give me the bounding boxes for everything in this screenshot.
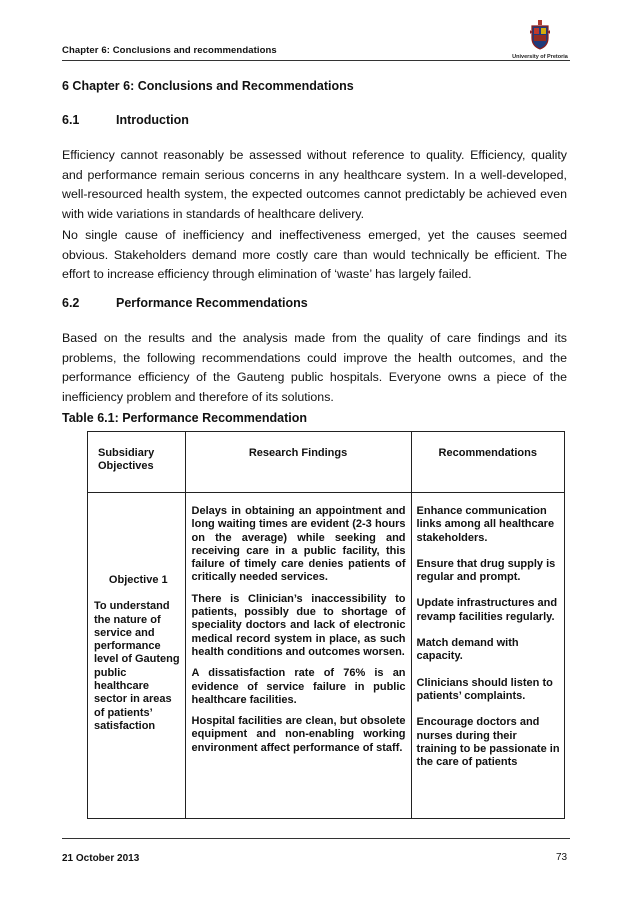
finding-item: There is Clinician’s inaccessibility to patients, possibly due to shortage of speciality doctors and lack of electronic medical record system in place, as such health conditions and outcomes worsen. <box>191 592 406 658</box>
university-logo <box>508 20 572 64</box>
table-header-row <box>88 432 565 493</box>
findings-cell <box>185 493 411 819</box>
finding-item: A dissatisfaction rate of 76% is an evidence of service failure in public healthcare facilities. <box>191 667 406 706</box>
recommendation-table <box>87 431 565 819</box>
logo-text: University of Pretoria <box>512 54 568 60</box>
finding-item: Delays in obtaining an appointment and long waiting times are evident (2-3 hours on the average) while seeking and receiving care in a public facility, this failure of timely care denies patients of critically needed services. <box>191 505 406 584</box>
section-heading-6-2 <box>62 296 308 310</box>
coat-of-arms-icon <box>529 20 551 50</box>
section-heading-6-1 <box>62 113 189 127</box>
performance-paragraph: Based on the results and the analysis made from the quality of care findings and its problems, the following recommendations could improve the health outcomes, and the performance efficiency of the Gauteng public hospitals. Everyone owns a piece of the inefficiency problem and therefore of its solutions. <box>62 331 567 404</box>
recommendations-cell <box>411 493 564 819</box>
recommendation-item: Enhance communication links among all healthcare stakeholders. <box>416 505 555 544</box>
recommendation-item: Update infrastructures and revamp facilities regularly. <box>416 597 558 623</box>
section-title: Introduction <box>116 113 189 127</box>
recommendation-item: Encourage doctors and nurses during their training to be passionate in the care of patients <box>416 716 560 769</box>
finding-item: Hospital facilities are clean, but obsolete equipment and non-enabling working environment affect performance of staff. <box>191 715 406 754</box>
section-title: Performance Recommendations <box>116 296 308 310</box>
recommendation-item: Match demand with capacity. <box>416 637 519 663</box>
intro-paragraph-1: Efficiency cannot reasonably be assessed without reference to quality. Efficiency, quality and performance remain serious concerns in any healthcare system. In a well-developed, well-resourced health system, the expected outcomes cannot predictably be achieved even with wide variations in standards of healthcare delivery. <box>62 148 567 221</box>
chapter-heading: 6 Chapter 6: Conclusions and Recommendations <box>62 79 354 93</box>
page-number: 73 <box>556 852 568 863</box>
table-row <box>88 493 565 819</box>
header-rule <box>62 60 570 61</box>
recommendation-item: Clinicians should listen to patients’ complaints. <box>416 676 553 702</box>
header-chapter-title: Chapter 6: Conclusions and recommendations <box>62 45 277 56</box>
footer-rule <box>62 838 570 839</box>
intro-paragraph-2: No single cause of inefficiency and ineffectiveness emerged, yet the causes seemed obvious. Stakeholders demand more costly care than would technically be efficient. The effort to increase efficiency through elimination of ‘waste’ has largely failed. <box>62 228 567 282</box>
section-number: 6.2 <box>62 296 80 310</box>
header-subsidiary-objectives: Subsidiary Objectives <box>88 432 186 493</box>
section-number: 6.1 <box>62 113 80 127</box>
objective-title: Objective 1 <box>108 574 168 586</box>
objective-text: To understand the nature of service and performance level of Gauteng public healthcare sector in areas of patients’ satisfaction <box>94 600 180 732</box>
header-research-findings: Research Findings <box>185 432 411 493</box>
header-recommendations: Recommendations <box>411 432 564 493</box>
recommendation-item: Ensure that drug supply is regular and prompt. <box>416 557 556 584</box>
footer-date: 21 October 2013 <box>62 853 140 864</box>
table-caption: Table 6.1: Performance Recommendation <box>62 411 307 425</box>
objective-cell <box>88 493 186 819</box>
